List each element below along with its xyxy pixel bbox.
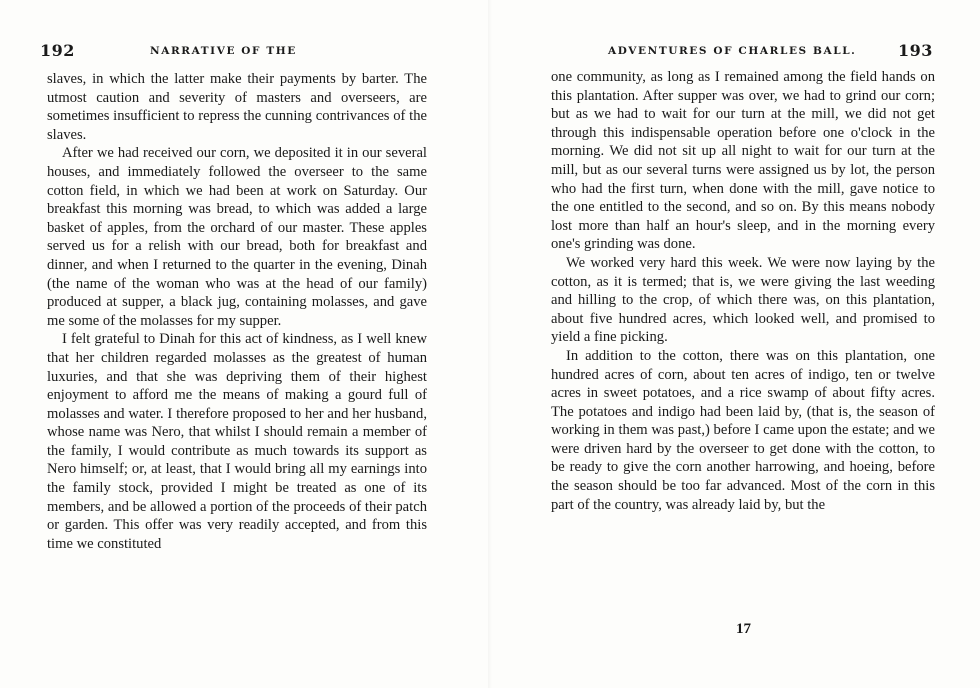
left-paragraph-3: I felt grateful to Dinah for this act of kindness, as I well knew that her children regarded molasses as the greatest of human luxuries, and that she was depriving them of their highest enjoyment to afford me the means of making a gourd full of molasses and water. I therefore proposed to her and her husband, whose name was Nero, that whilst I should remain a member of the family, I would contribute as much towards its support as Nero himself; or, at least, that I would bring all my earnings into the family stock, provided I might be treated as one of its members, and be allowed a portion of the proceeds of their patch or garden. This offer was very readily accepted, and from this time we constituted xyxy=(47,331,427,552)
left-body-text xyxy=(47,70,427,553)
left-running-head: NARRATIVE OF THE xyxy=(150,45,297,57)
right-paragraph-1: one community, as long as I remained among the field hands on this plantation. After supper was over, we had to grind our corn; but as we had to wait for our turn at the mill, we did not get through this indispensable operation before one o'clock in the morning. We did not sit up all night to wait for our turn at the mill, but as our several turns were assigned us by lot, the person who had the first turn, when done with the mill, gave notice to the one entitled to the second, and so on. By this means nobody lost more than half an hour's sleep, and in the morning every one's grinding was done. xyxy=(551,69,935,253)
left-paragraph-2: After we had received our corn, we deposited it in our several houses, and immediately followed the overseer to the same cotton field, in which we had been at work on Saturday. Our breakfast this morning was bread, to which was added a large basket of apples, from the orchard of our master. These apples served us for a relish with our bread, both for breakfast and dinner, and when I returned to the quarter in the evening, Dinah (the name of the woman who was at the head of our family) produced at supper, a black jug, containing molasses, and gave me some of the molasses for my supper. xyxy=(47,145,427,329)
right-body-text xyxy=(551,68,935,514)
right-running-head: ADVENTURES OF CHARLES BALL. xyxy=(608,45,857,57)
right-paragraph-2: We worked very hard this week. We were now laying by the cotton, as it is termed; that is, we were giving the last weeding and hilling to the crop, of which there was, on this plantation, about five hundred acres, which looked well, and promised to yield a fine picking. xyxy=(551,254,935,346)
left-paragraph-1: slaves, in which the latter make their payments by barter. The utmost caution and severity of masters and overseers, are sometimes insufficient to repress the cunning contrivances of the slaves. xyxy=(47,71,427,143)
right-paragraph-3: In addition to the cotton, there was on this plantation, one hundred acres of corn, about ten acres of indigo, ten or twelve acres in sweet potatoes, and a rice swamp of about fifty acres. The potatoes and indigo had been laid by, (that is, the season of working in them was past,) before I came upon the estate; and we were driven hard by the overseer to get done with the cotton, to be ready to give the corn another harrowing, and hoeing, before the season should be too far advanced. Most of the corn in this part of the country, was already laid by, but the xyxy=(551,347,935,513)
left-page-number: 192 xyxy=(40,41,75,60)
right-page-number: 193 xyxy=(898,41,933,60)
right-page xyxy=(490,0,980,688)
signature-mark: 17 xyxy=(736,621,751,637)
